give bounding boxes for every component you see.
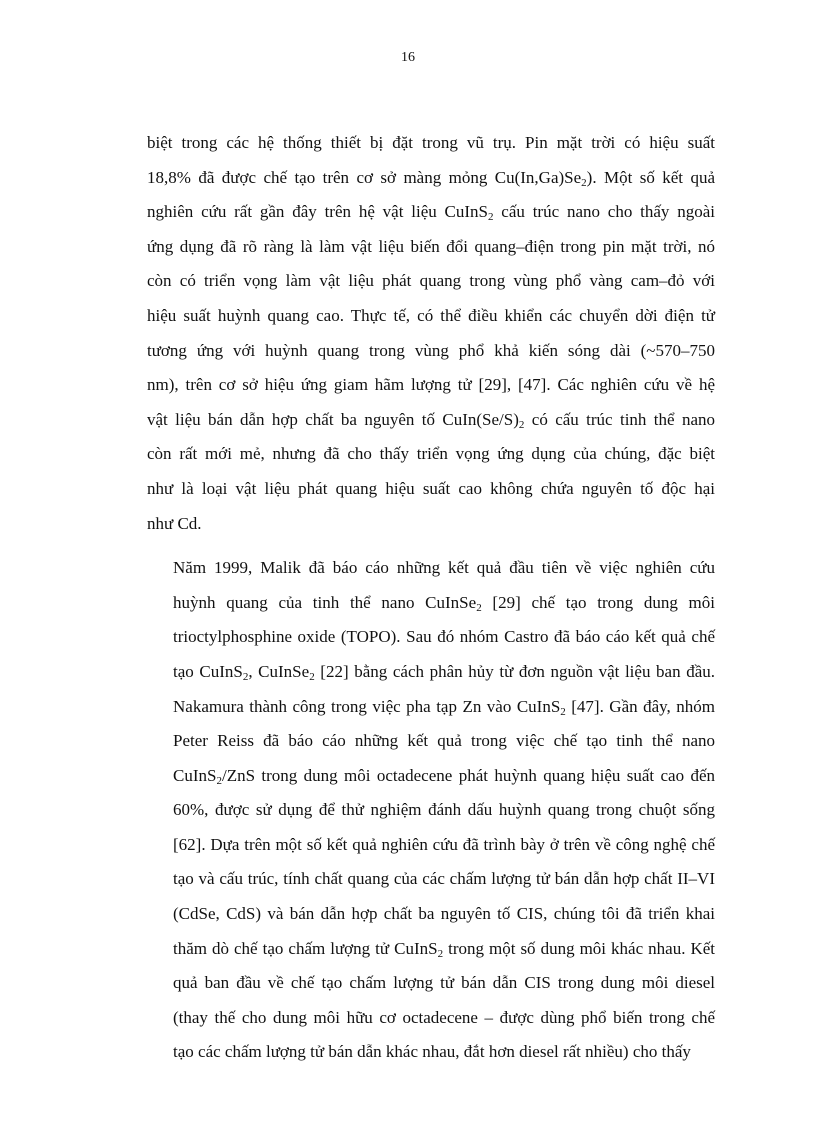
text-run: tương ứng với huỳnh quang trong vùng phổ khả kiến sóng dài (~570–750 — [147, 340, 715, 360]
text-run: quả ban đầu về chế tạo chấm lượng tử bán dẫn CIS trong dung môi diesel — [173, 973, 715, 993]
text-run: CuInS — [173, 765, 217, 785]
text-line — [147, 724, 715, 759]
text-run: thăm dò chế tạo chấm lượng tử CuInS — [173, 938, 438, 958]
text-line — [147, 1001, 715, 1036]
text-run: (CdSe, CdS) và bán dẫn hợp chất ba nguyên tố CIS, chúng tôi đã triển khai — [173, 904, 715, 924]
text-line — [147, 551, 715, 586]
text-run: (thay thế cho dung môi hữu cơ octadecene – được dùng phổ biến trong chế — [173, 1007, 715, 1027]
text-run: 60%, được sử dụng để thử nghiệm đánh dấu huỳnh quang trong chuột sống — [173, 800, 715, 820]
text-line — [147, 793, 715, 828]
text-run: [22] bằng cách phân hủy từ đơn nguồn vật liệu ban đầu. — [314, 661, 715, 681]
text-run: biệt trong các hệ thống thiết bị đặt trong vũ trụ. Pin mặt trời có hiệu suất — [147, 133, 715, 152]
text-run: nm), trên cơ sở hiệu ứng giam hãm lượng tử [29], [47]. Các nghiên cứu về hệ — [147, 375, 715, 395]
paragraph — [147, 126, 715, 541]
text-run: ). Một số kết quả — [586, 167, 715, 187]
text-run: tạo CuInS — [173, 661, 243, 681]
subscript: 2 — [216, 774, 222, 787]
text-run: ứng dụng đã rõ ràng là làm vật liệu biến đổi quang–điện trong pin mặt trời, nó — [147, 236, 715, 256]
body-text — [147, 126, 715, 1070]
text-run: trioctylphosphine oxide (TOPO). Sau đó nhóm Castro đã báo cáo kết quả chế — [173, 627, 715, 647]
subscript: 2 — [309, 670, 315, 683]
text-run: vật liệu bán dẫn hợp chất ba nguyên tố CuIn(Se/S) — [147, 409, 519, 429]
text-run: tạo và cấu trúc, tính chất quang của các chấm lượng tử bán dẫn hợp chất II–VI — [173, 869, 715, 889]
text-line — [147, 932, 715, 967]
text-run: tạo các chấm lượng tử bán dẫn khác nhau, đắt hơn diesel rất nhiều) cho thấy — [173, 1042, 691, 1062]
paragraph — [147, 551, 715, 1070]
text-run: , CuInSe — [248, 661, 310, 681]
text-run: hiệu suất huỳnh quang cao. Thực tế, có thể điều khiển các chuyển dời điện tử — [147, 305, 715, 325]
text-run: Nakamura thành công trong việc pha tạp Zn vào CuInS — [173, 696, 561, 716]
text-run: trong một số dung môi khác nhau. Kết — [443, 938, 716, 958]
text-line — [147, 655, 715, 690]
text-run: còn có triển vọng làm vật liệu phát quang trong vùng phổ vàng cam–đỏ với — [147, 271, 715, 291]
text-run: [29] chế tạo trong dung môi — [481, 592, 715, 612]
text-line — [147, 620, 715, 655]
text-line — [147, 897, 715, 932]
text-line — [147, 264, 715, 299]
text-run: [62]. Dựa trên một số kết quả nghiên cứu đã trình bày ở trên về công nghệ chế — [173, 834, 715, 854]
text-line — [147, 126, 715, 161]
text-run: huỳnh quang của tinh thể nano CuInSe — [173, 592, 477, 612]
text-run: như là loại vật liệu phát quang hiệu suất cao không chứa nguyên tố độc hại — [147, 478, 715, 498]
text-run: /ZnS trong dung môi octadecene phát huỳnh quang hiệu suất cao đến — [221, 765, 715, 785]
text-line — [147, 507, 715, 542]
text-line — [147, 586, 715, 621]
text-run: 18,8% đã được chế tạo trên cơ sở màng mỏng Cu(In,Ga)Se — [147, 167, 582, 187]
text-line — [147, 1035, 715, 1070]
text-run: còn rất mới mẻ, nhưng đã cho thấy triển vọng ứng dụng của chúng, đặc biệt — [147, 444, 715, 464]
text-run: như Cd. — [147, 513, 202, 533]
text-line — [147, 161, 715, 196]
text-line — [147, 862, 715, 897]
text-line — [147, 299, 715, 334]
subscript: 2 — [437, 947, 444, 960]
text-line — [147, 759, 715, 794]
subscript: 2 — [488, 211, 494, 224]
subscript: 2 — [476, 601, 482, 614]
text-line — [147, 334, 715, 369]
text-run: nghiên cứu rất gần đây trên hệ vật liệu CuInS — [147, 202, 488, 222]
text-run: Peter Reiss đã báo cáo những kết quả trong việc chế tạo tinh thể nano — [173, 731, 715, 751]
subscript: 2 — [581, 176, 587, 189]
text-run: Năm 1999, Malik đã báo cáo những kết quả đầu tiên về việc nghiên cứu — [173, 558, 715, 578]
page-number: 16 — [401, 50, 415, 65]
text-line — [147, 403, 715, 438]
text-line — [147, 230, 715, 265]
text-line — [147, 368, 715, 403]
text-run: cấu trúc nano cho thấy ngoài — [493, 202, 715, 222]
subscript: 2 — [242, 670, 249, 683]
text-line — [147, 966, 715, 1001]
subscript: 2 — [560, 705, 566, 718]
text-run: có cấu trúc tinh thể nano — [524, 409, 715, 429]
text-line — [147, 195, 715, 230]
text-line — [147, 472, 715, 507]
text-run: [47]. Gần đây, nhóm — [565, 696, 715, 716]
text-line — [147, 437, 715, 472]
text-line — [147, 828, 715, 863]
subscript: 2 — [518, 418, 525, 431]
text-line — [147, 690, 715, 725]
